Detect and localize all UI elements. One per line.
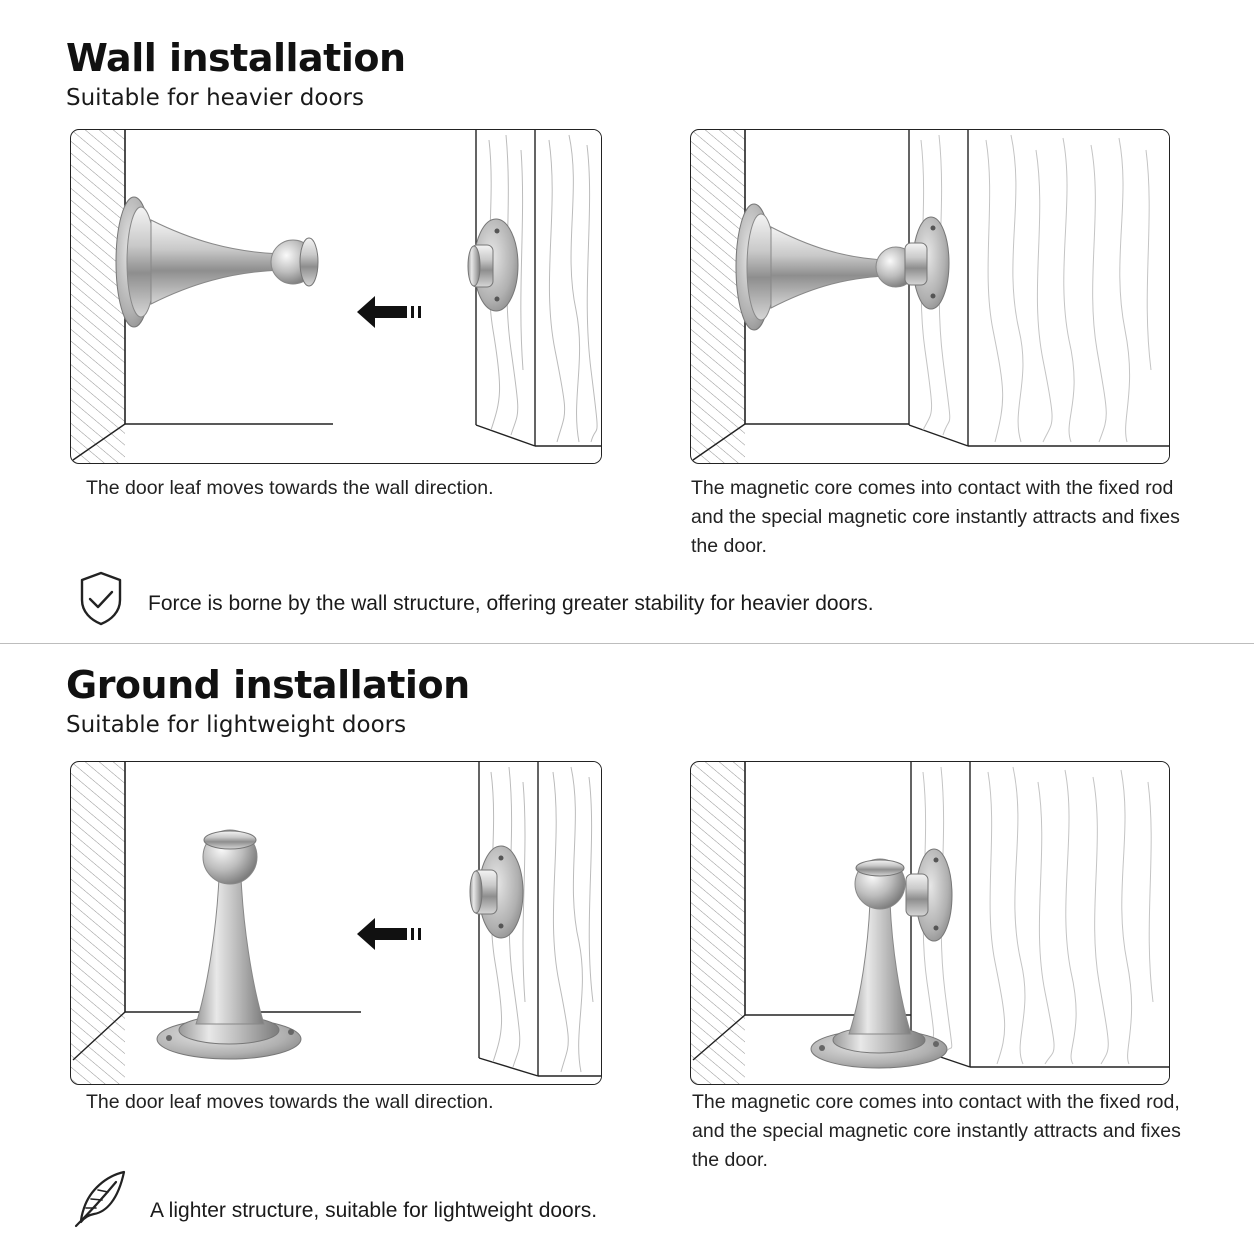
feather-icon [72,1168,130,1232]
wall-caption-left: The door leaf moves towards the wall direction. [86,477,494,499]
section-divider [0,643,1254,644]
ground-illustration-approach [70,761,602,1085]
shield-check-icon [78,570,124,630]
ground-section-subtitle: Suitable for lightweight doors [66,712,407,738]
wall-section-title: Wall installation [66,36,406,80]
ground-caption-right: The magnetic core comes into contact with the fixed rod, and the special magnetic core instantly attracts and fixes the door. [692,1091,1181,1171]
wall-note: Force is borne by the wall structure, offering greater stability for heavier doors. [148,592,874,615]
wall-illustration-approach [70,129,602,464]
ground-illustration-attached [690,761,1170,1085]
ground-note: A lighter structure, suitable for lightweight doors. [150,1199,598,1222]
wall-section-subtitle: Suitable for heavier doors [66,85,364,111]
wall-illustration-attached [690,129,1170,464]
wall-caption-right: The magnetic core comes into contact with the fixed rod and the special magnetic core instantly attracts and fixes the door. [691,477,1180,557]
ground-section-title: Ground installation [66,663,470,707]
ground-caption-left: The door leaf moves towards the wall direction. [86,1091,494,1113]
